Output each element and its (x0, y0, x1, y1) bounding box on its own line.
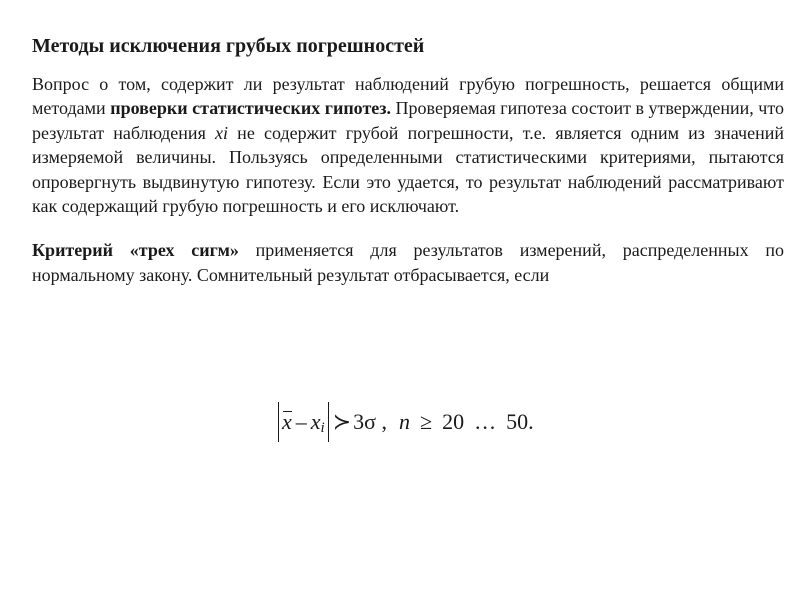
succeeds-sign: ≻ (332, 409, 352, 434)
absolute-value (278, 402, 329, 442)
range-to: 50. (506, 409, 534, 434)
variable-xi: xi (215, 122, 229, 143)
slide-title: Методы исключения грубых погрешностей (32, 35, 425, 57)
paragraph-hypothesis (32, 72, 784, 218)
bold-term: проверки статистических гипотез. (110, 98, 392, 119)
three-sigma: 3σ , (353, 409, 387, 434)
paragraph-text: Вопрос о том, содержит ли результат наблюдений грубую погрешность, решается общими методами (32, 74, 784, 119)
slide-content (32, 34, 784, 287)
three-sigma-formula (278, 400, 534, 444)
x-variable: x (310, 409, 321, 434)
paragraph-three-sigma (32, 238, 784, 287)
range-from: 20 (442, 409, 465, 434)
subscript-i: i (320, 419, 325, 436)
ellipsis: … (474, 409, 497, 434)
ge-sign: ≥ (420, 409, 433, 434)
mean-x: x (282, 409, 292, 434)
paragraph-text: не содержит грубой погрешности, т.е. является одним из значений измеряемой величины. Пользуясь определенными статистическими критериями, пытаются опровергнуть выдвинутую гипотезу. Если это удается, то результат наблюдений рассматривают как содержащий грубую погрешность и его исключают. (32, 122, 784, 217)
paragraph-text: применяется для результатов измерений, распределенных по нормальному закону. Сомнительный результат отбрасывается, если (32, 240, 784, 285)
minus-sign: – (295, 409, 307, 434)
paragraph-text: Проверяемая гипотеза состоит в утверждении, что результат наблюдения (32, 98, 784, 143)
n-variable: n (399, 409, 410, 434)
bold-term: Критерий «трех сигм» (32, 240, 239, 261)
